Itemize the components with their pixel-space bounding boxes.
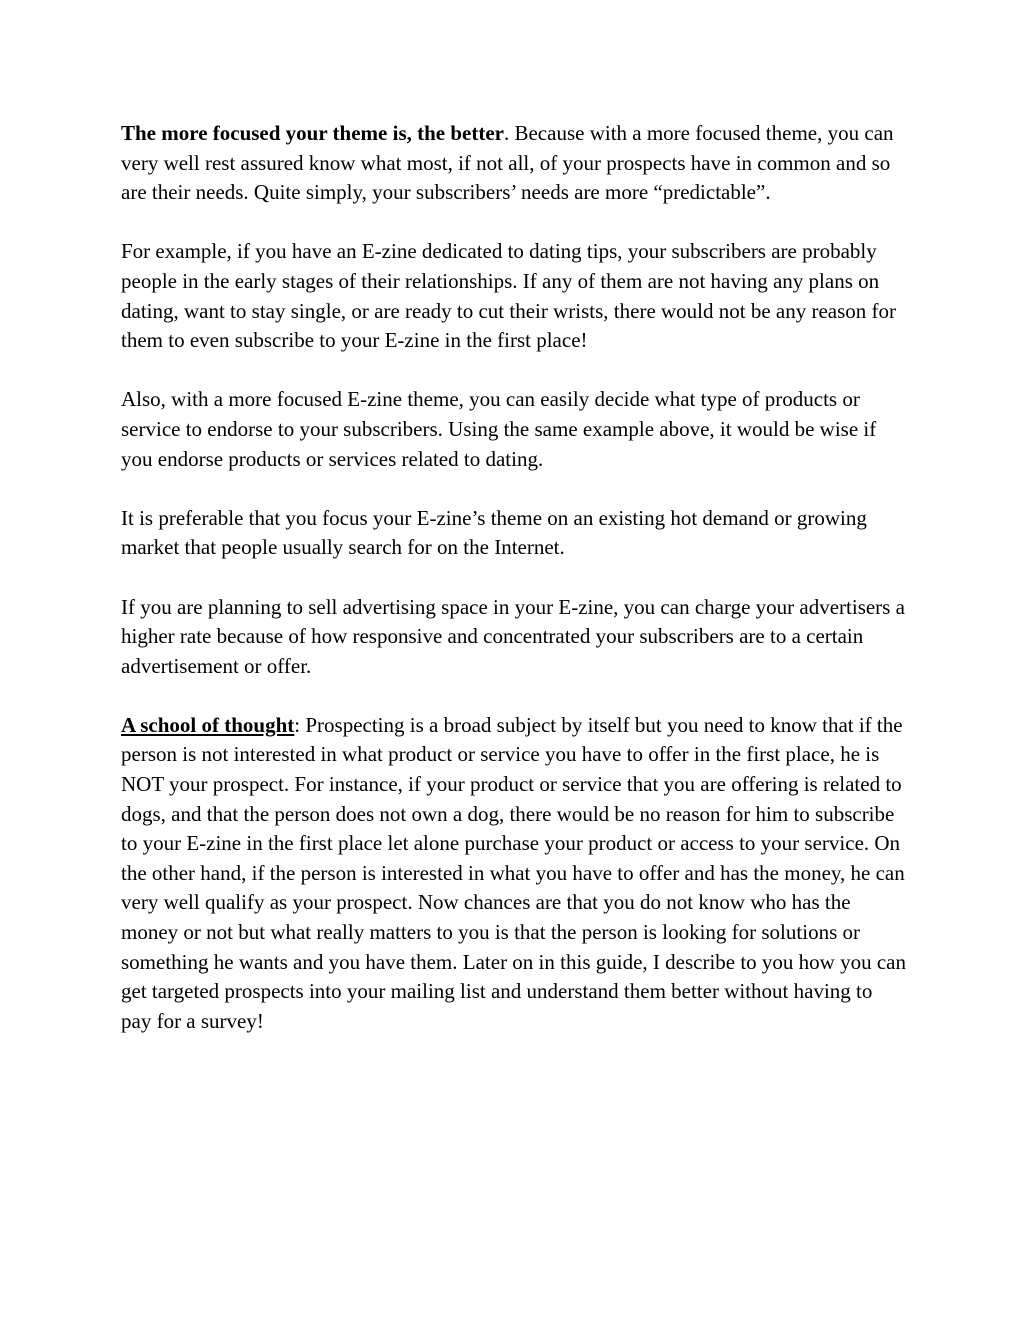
paragraph-body: It is preferable that you focus your E-zine’s theme on an existing hot demand or growing market that people usually search for on the Internet. [121,505,867,560]
paragraph-body: Also, with a more focused E-zine theme, you can easily decide what type of products or service to endorse to your subscribers. Using the same example above, it would be wise if you endorse products or services related to dating. [121,387,877,471]
paragraph-lead-heading: A school of thought [121,712,295,737]
paragraph-advertising [121,593,906,682]
paragraph-body: If you are planning to sell advertising space in your E-zine, you can charge your advertisers a higher rate because of how responsive and concentrated your subscribers are to a certain advertisement or offer. [121,594,905,678]
paragraph-endorse-products [121,385,906,474]
paragraph-focused-theme [121,119,906,208]
paragraph-hot-demand [121,504,906,563]
paragraph-school-of-thought [121,711,906,1037]
paragraph-lead-heading: The more focused your theme is, the better [121,121,504,145]
paragraph-dating-example [121,237,906,355]
document-page [121,119,906,1066]
paragraph-body: For example, if you have an E-zine dedicated to dating tips, your subscribers are probably people in the early stages of their relationships. If any of them are not having any plans on dating, want to stay single, or are ready to cut their wrists, there would not be any reason for them to even subscribe to your E-zine in the first place! [121,239,897,353]
paragraph-body: . Because with a more focused theme, you can very well rest assured know what most, if not all, of your prospects have in common and so are their needs. Quite simply, your subscribers’ needs are more “predictable”. [121,121,894,205]
paragraph-body: : Prospecting is a broad subject by itself but you need to know that if the person is not interested in what product or service you have to offer in the first place, he is NOT your prospect. For instance, if your product or service that you are offering is related to dogs, and that the person does not own a dog, there would be no reason for him to subscribe to your E-zine in the first place let alone purchase your product or access to your service. On the other hand, if the person is interested in what you have to offer and has the money, he can very well qualify as your prospect. Now chances are that you do not know who has the money or not but what really matters to you is that the person is looking for solutions or something he wants and you have them. Later on in this guide, I describe to you how you can get targeted prospects into your mailing list and understand them better without having to pay for a survey! [121,712,906,1033]
